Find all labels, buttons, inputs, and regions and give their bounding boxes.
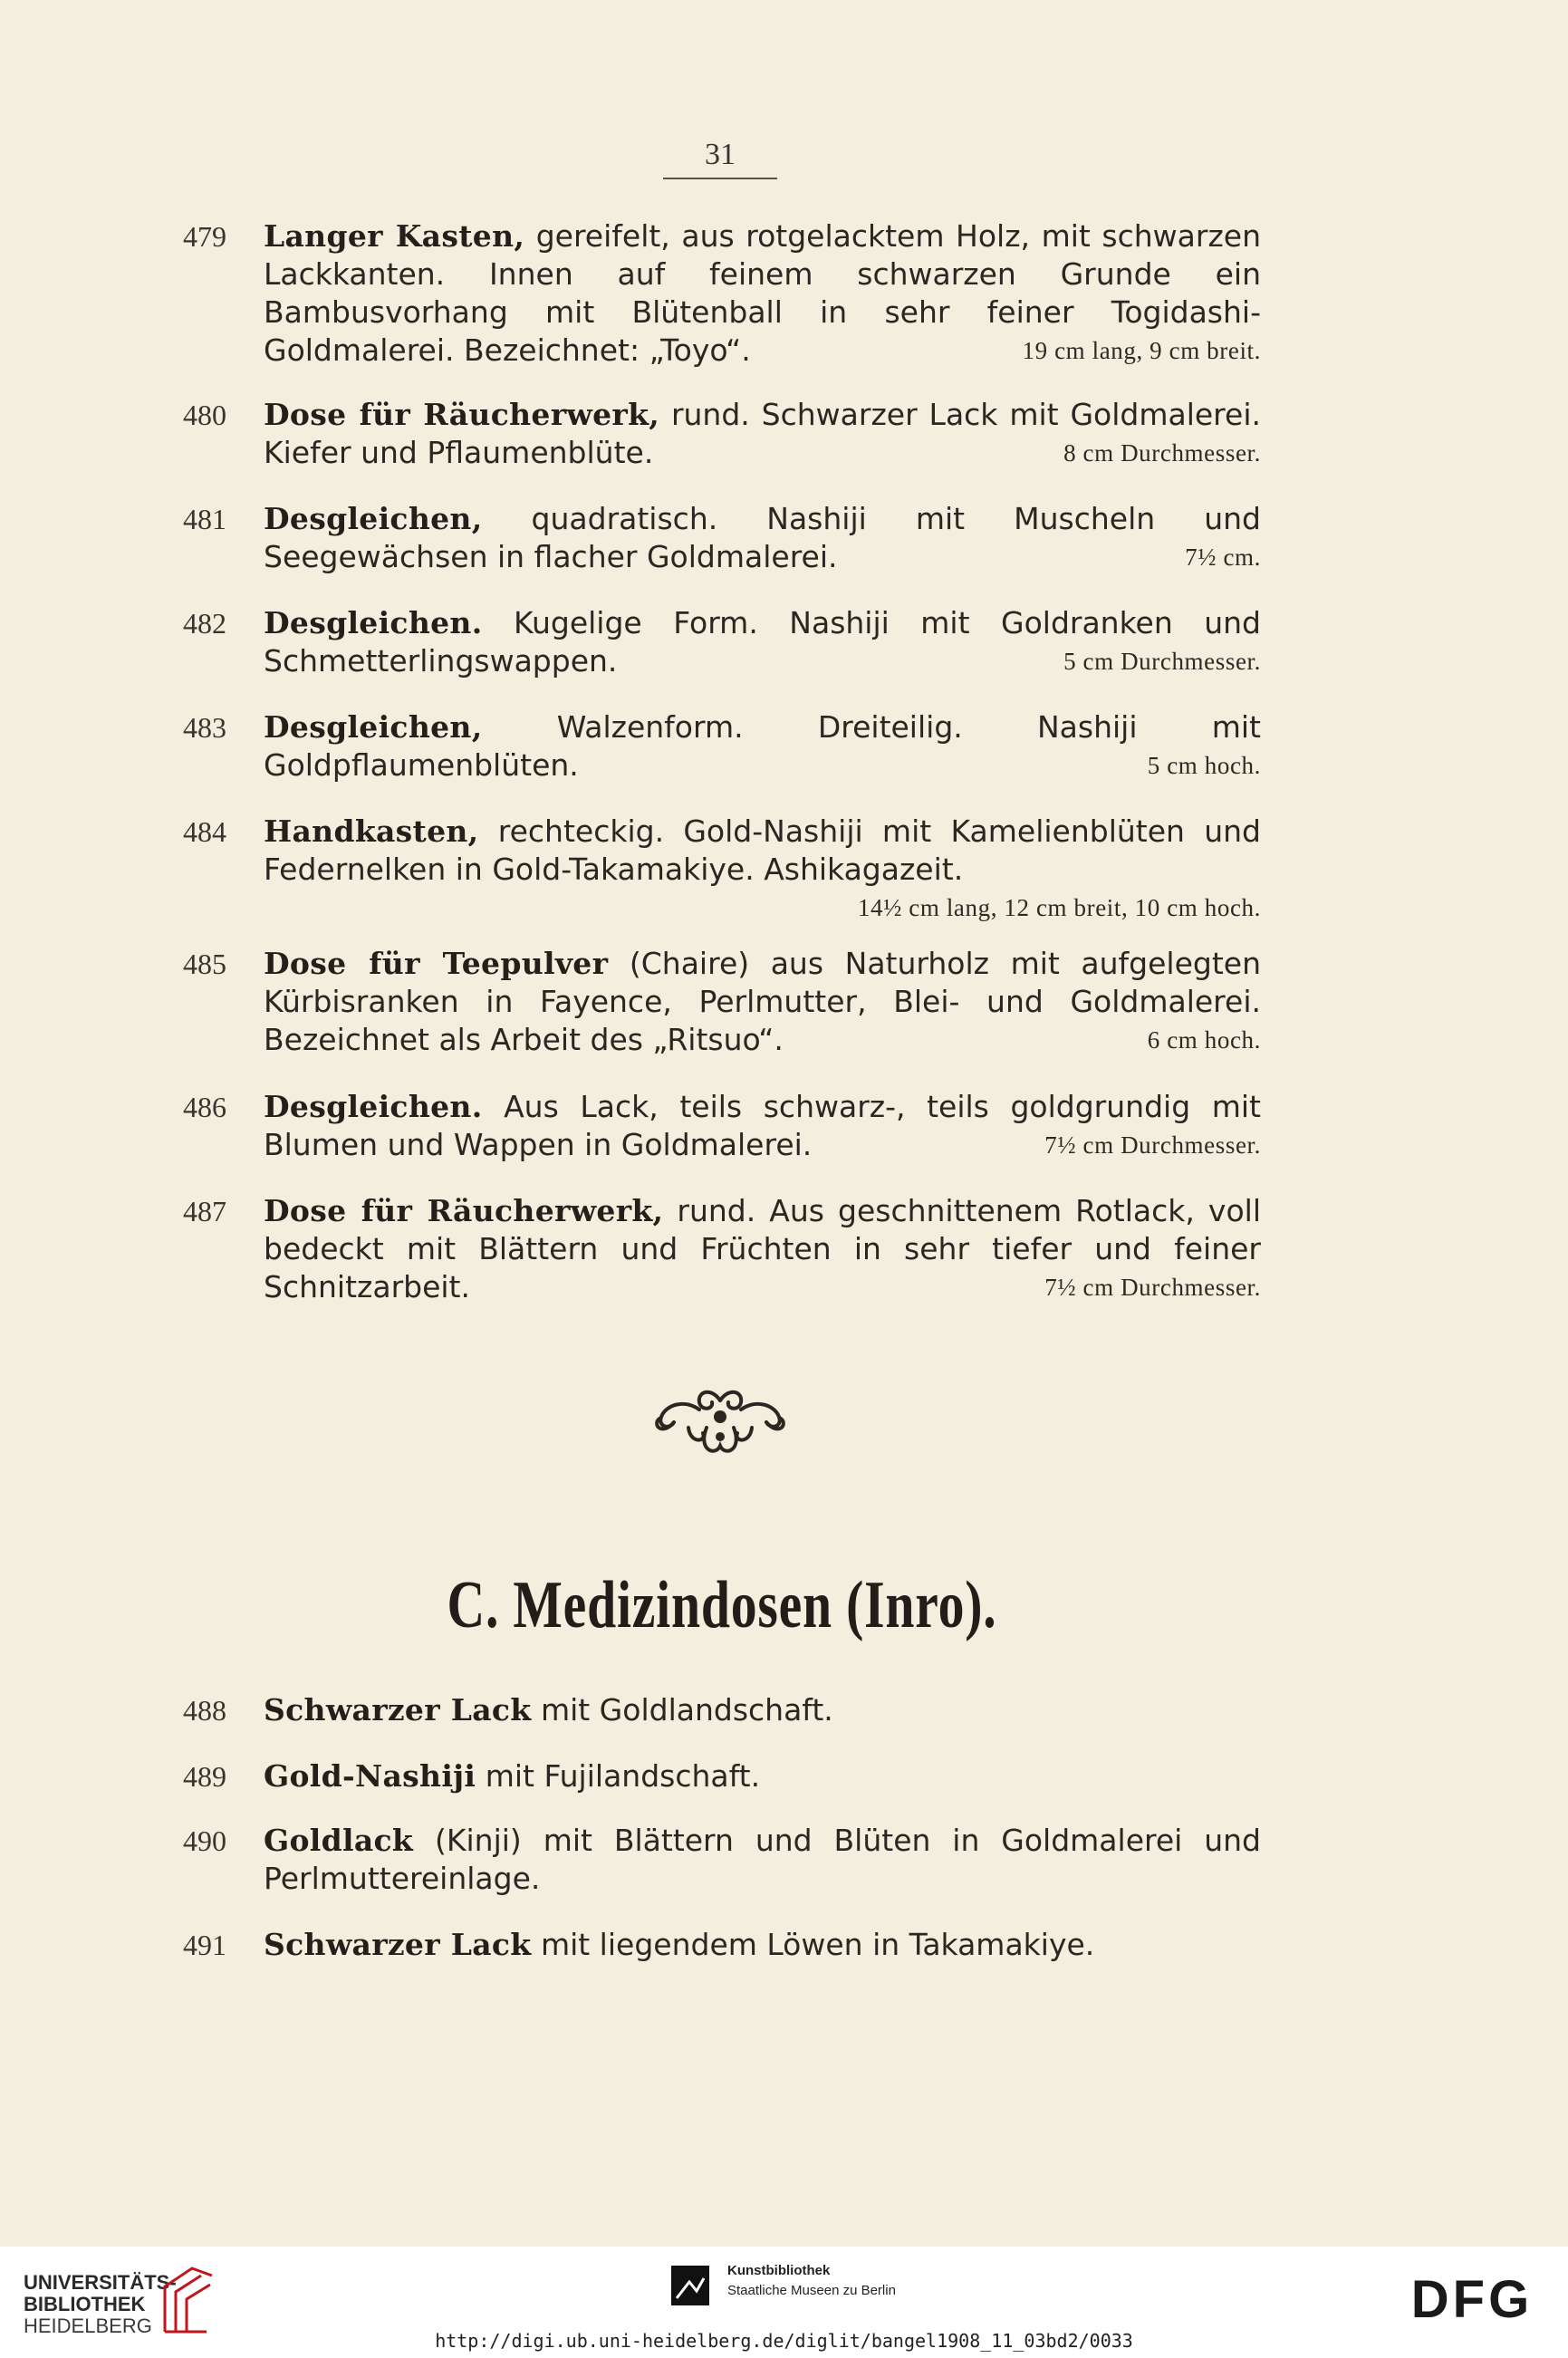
source-url[interactable]: http://digi.ub.uni-heidelberg.de/diglit/bangel1908_11_03bd2/0033 <box>435 2330 1133 2352</box>
entry-measurement: 7½ cm Durchmesser. <box>1044 1274 1261 1301</box>
entry-title: Desgleichen. <box>264 605 483 640</box>
entry-measurement: 5 cm Durchmesser. <box>1063 648 1261 675</box>
catalog-entry <box>183 1757 1261 1795</box>
entry-body <box>264 708 1261 784</box>
entry-title: Desgleichen. <box>264 1089 483 1124</box>
entry-description: (Kinji) mit Blättern und Blüten in Goldmalerei und Perlmuttereinlage. <box>264 1823 1261 1896</box>
floral-ornament-icon <box>643 1382 797 1464</box>
entry-number: 487 <box>183 1195 226 1227</box>
catalog-entry <box>183 217 1261 370</box>
entry-body <box>264 217 1261 370</box>
entry-body <box>264 1822 1261 1898</box>
entry-title: Schwarzer Lack <box>264 1692 532 1728</box>
kb-logo-line: Kunstbibliothek <box>727 2263 831 2278</box>
kunstbibliothek-logo-icon <box>668 2262 713 2309</box>
entry-description: rund. Aus geschnittenem Rotlack, voll bedeckt mit Blättern und Früchten in sehr tiefer und feiner Schnitzarbeit. <box>264 1193 1261 1304</box>
entry-title: Dose für Teepulver <box>264 946 609 981</box>
entry-number: 488 <box>183 1694 226 1727</box>
entry-title: Dose für Räucherwerk, <box>264 397 660 432</box>
catalog-entry <box>183 1926 1261 1964</box>
entry-description: rechteckig. Gold-Nashiji mit Kamelienblüten und Federnelken in Gold-Takamakiye. Ashikagazeit. <box>264 813 1261 887</box>
catalog-entry <box>183 500 1261 576</box>
entry-title: Schwarzer Lack <box>264 1927 532 1962</box>
section-heading: C. Medizindosen (Inro). <box>447 1568 997 1642</box>
catalog-entry <box>183 708 1261 784</box>
page-number-rule <box>663 178 777 179</box>
entry-body <box>264 1691 1261 1729</box>
entry-measurement: 8 cm Durchmesser. <box>1063 439 1261 467</box>
dfg-logo-text: DFG <box>1410 2272 1534 2326</box>
catalog-entry <box>183 1192 1261 1306</box>
entry-description: mit liegendem Löwen in Takamakiye. <box>531 1927 1095 1962</box>
entry-body <box>264 1088 1261 1164</box>
catalog-entry <box>183 813 1261 927</box>
dfg-logo[interactable] <box>1395 2272 1549 2326</box>
entry-number: 481 <box>183 503 226 535</box>
entry-description: (Chaire) aus Naturholz mit aufgelegten Kürbisranken in Fayence, Perlmutter, Blei- und Goldmalerei. Bezeichnet als Arbeit des „Ritsuo“. <box>264 946 1261 1057</box>
entry-title: Desgleichen, <box>264 501 483 536</box>
entry-measurement: 14½ cm lang, 12 cm breit, 10 cm hoch. <box>857 894 1261 921</box>
uni-logo-line: UNIVERSITÄTS- <box>24 2271 177 2294</box>
entry-body <box>264 1192 1261 1306</box>
kb-logo-line: Staatliche Museen zu Berlin <box>727 2283 896 2298</box>
entry-title: Dose für Räucherwerk, <box>264 1193 664 1228</box>
entry-number: 482 <box>183 607 226 640</box>
entry-number: 479 <box>183 220 226 253</box>
entry-measurement: 6 cm hoch. <box>1147 1026 1261 1054</box>
entry-number: 486 <box>183 1091 226 1123</box>
entry-description: Aus Lack, teils schwarz-, teils goldgrundig mit Blumen und Wappen in Goldmalerei. <box>264 1089 1261 1162</box>
university-library-logo[interactable] <box>24 2272 177 2337</box>
uni-logo-line: BIBLIOTHEK <box>24 2293 146 2315</box>
catalog-entry <box>183 396 1261 472</box>
entry-title: Goldlack <box>264 1823 414 1858</box>
university-emblem-icon <box>156 2259 219 2337</box>
entry-body <box>264 1757 1261 1795</box>
catalog-entry <box>183 945 1261 1059</box>
catalog-entry <box>183 604 1261 680</box>
entry-body <box>264 396 1261 472</box>
entry-number: 490 <box>183 1824 226 1857</box>
entry-measurement: 5 cm hoch. <box>1147 752 1261 779</box>
entry-body <box>264 813 1261 927</box>
entry-number: 484 <box>183 815 226 848</box>
entry-title: Gold-Nashiji <box>264 1758 476 1794</box>
entry-measurement: 19 cm lang, 9 cm breit. <box>1022 337 1261 364</box>
entry-measurement: 7½ cm. <box>1185 544 1261 571</box>
entry-title: Desgleichen, <box>264 709 483 745</box>
entry-description: mit Fujilandschaft. <box>476 1758 761 1794</box>
catalog-entry <box>183 1088 1261 1164</box>
catalog-entry <box>183 1691 1261 1729</box>
entry-body <box>264 1926 1261 1964</box>
entry-number: 489 <box>183 1760 226 1793</box>
entry-title: Langer Kasten, <box>264 218 525 254</box>
entry-number: 491 <box>183 1929 226 1961</box>
entry-description: Kugelige Form. Nashiji mit Goldranken und Schmetterlingswappen. <box>264 605 1261 679</box>
entry-body <box>264 500 1261 576</box>
entry-number: 483 <box>183 711 226 744</box>
entry-measurement: 7½ cm Durchmesser. <box>1044 1131 1261 1159</box>
entry-title: Handkasten, <box>264 813 479 849</box>
entry-description: rund. Schwarzer Lack mit Goldmalerei. Kiefer und Pflaumenblüte. <box>264 397 1261 470</box>
entry-number: 480 <box>183 399 226 431</box>
entry-description: quadratisch. Nashiji mit Muscheln und Seegewächsen in flacher Goldmalerei. <box>264 501 1261 574</box>
catalog-entry <box>183 1822 1261 1898</box>
entry-description: mit Goldlandschaft. <box>531 1692 833 1728</box>
entry-description: Walzenform. Dreiteilig. Nashiji mit Goldpflaumenblüten. <box>264 709 1261 783</box>
page-number: 31 <box>705 138 736 171</box>
entry-body <box>264 945 1261 1059</box>
entry-body <box>264 604 1261 680</box>
entry-number: 485 <box>183 948 226 980</box>
entry-description: gereifelt, aus rotgelacktem Holz, mit schwarzen Lackkanten. Innen auf feinem schwarzen Grunde ein Bambusvorhang mit Blütenball in sehr feiner Togidashi-Goldmalerei. Bezeichnet: „Toyo“. <box>264 218 1261 368</box>
kunstbibliothek-logo[interactable] <box>727 2261 896 2301</box>
uni-logo-line: HEIDELBERG <box>24 2315 152 2337</box>
